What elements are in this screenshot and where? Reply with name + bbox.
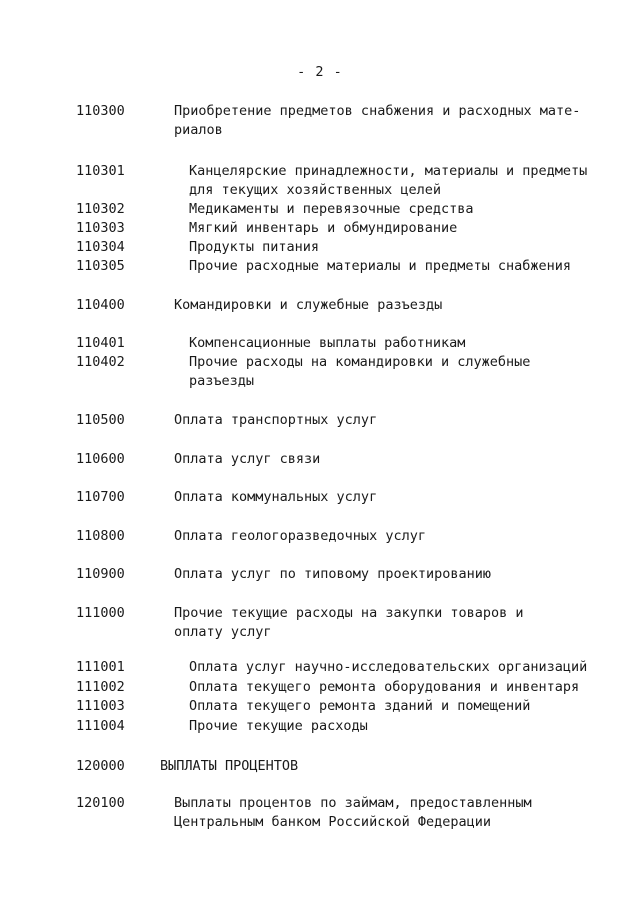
entry-title-line: риалов [174,122,223,138]
entry-title-line: Прочие текущие расходы на закупки товаров и [174,605,524,621]
entry-code: 111004 [76,718,125,734]
entry-title-line: Оплата коммунальных услуг [174,489,378,505]
entry-code: 110302 [76,201,125,217]
entry-title-line: Выплаты процентов по займам, предоставленным [174,795,532,811]
entry-title-line: для текущих хозяйственных целей [189,182,441,198]
entry-title-line: Оплата текущего ремонта оборудования и инвентаря [189,679,580,695]
entry-title-line: ВЫПЛАТЫ ПРОЦЕНТОВ [160,758,299,774]
entry-title-line: Командировки и служебные разъезды [174,297,443,313]
entry-code: 110301 [76,163,125,179]
entry-title-line: Медикаменты и перевязочные средства [189,201,474,217]
entry-code: 110402 [76,354,125,370]
entry-code: 110500 [76,412,125,428]
entry-code: 110300 [76,103,125,119]
entry-title-line: Прочие текущие расходы [189,718,368,734]
entry-title-line: Оплата услуг научно-исследовательских организаций [189,659,588,675]
entry-title-line: Продукты питания [189,239,320,255]
entry-title-line: Приобретение предметов снабжения и расходных мате- [174,103,581,119]
entry-title-line: Оплата геологоразведочных услуг [174,528,426,544]
entry-title-line: оплату услуг [174,624,272,640]
entry-code: 110305 [76,258,125,274]
entry-code: 110304 [76,239,125,255]
entry-title-line: Центральным банком Российской Федерации [174,814,491,830]
entry-title-line: Прочие расходы на командировки и служебные [189,354,531,370]
entry-code: 110900 [76,566,125,582]
entry-title-line: Оплата услуг по типовому проектированию [174,566,491,582]
entry-code: 110700 [76,489,125,505]
entry-code: 110401 [76,335,125,351]
entry-code: 111001 [76,659,125,675]
entry-code: 110400 [76,297,125,313]
entry-title-line: Прочие расходные материалы и предметы снабжения [189,258,572,274]
entry-title-line: Мягкий инвентарь и обмундирование [189,220,458,236]
entry-title-line: Оплата услуг связи [174,451,321,467]
entry-title-line: Компенсационные выплаты работникам [189,335,466,351]
entry-code: 111002 [76,679,125,695]
entry-title-line: Канцелярские принадлежности, материалы и предметы [189,163,588,179]
entry-code: 110800 [76,528,125,544]
entry-code: 110600 [76,451,125,467]
entry-code: 110303 [76,220,125,236]
entry-code: 120000 [76,758,125,774]
entry-code: 111000 [76,605,125,621]
entry-title-line: Оплата текущего ремонта зданий и помещений [189,698,531,714]
entry-title-line: Оплата транспортных услуг [174,412,378,428]
page-number: - 2 - [297,64,343,80]
entry-code: 111003 [76,698,125,714]
entry-code: 120100 [76,795,125,811]
entry-title-line: разъезды [189,373,255,389]
